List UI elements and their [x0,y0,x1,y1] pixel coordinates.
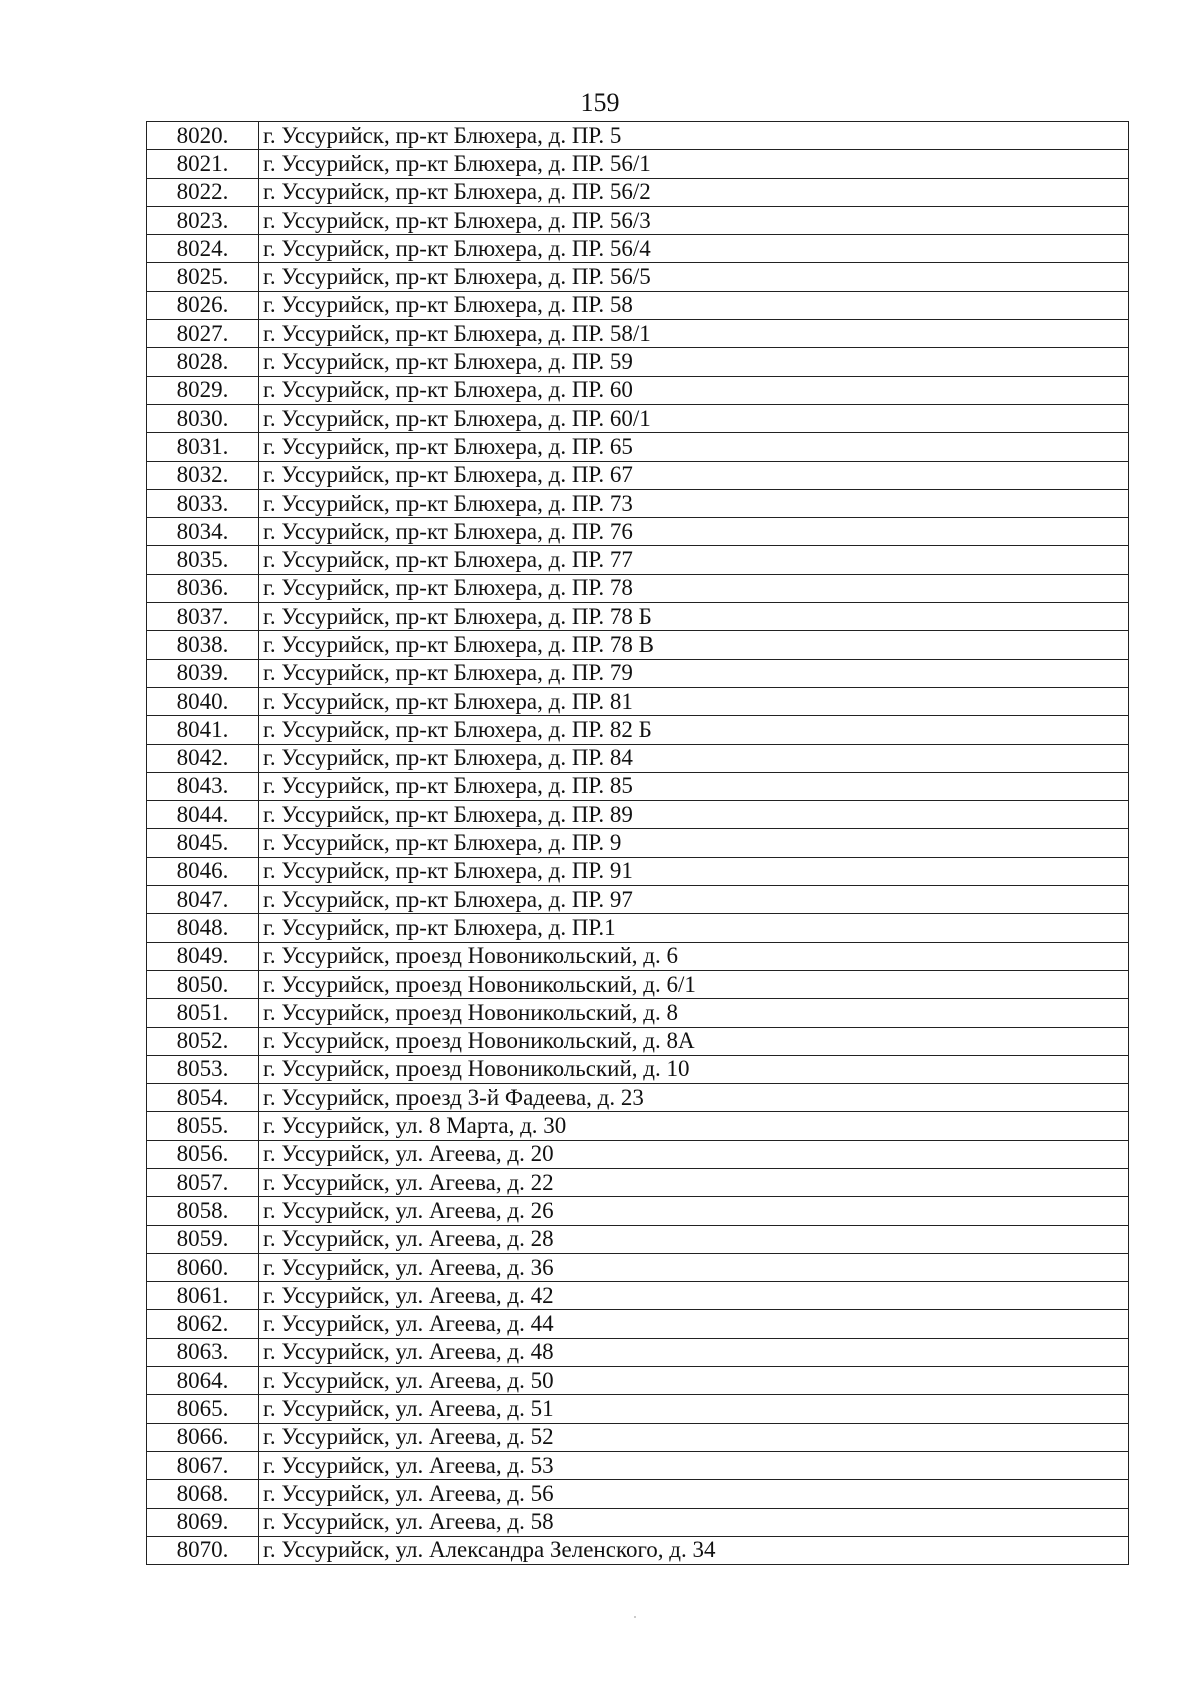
table-row [147,999,1129,1027]
table-row [147,687,1129,715]
table-row [147,489,1129,517]
table-row [147,801,1129,829]
row-number: 8035. [147,546,259,574]
table-row [147,150,1129,178]
table-row [147,1480,1129,1508]
row-address: г. Уссурийск, ул. Агеева, д. 36 [259,1253,1129,1281]
row-address: г. Уссурийск, ул. Агеева, д. 20 [259,1140,1129,1168]
table-row [147,122,1129,150]
row-address: г. Уссурийск, ул. 8 Марта, д. 30 [259,1112,1129,1140]
row-address: г. Уссурийск, проезд Новоникольский, д. 6/1 [259,970,1129,998]
table-row [147,1140,1129,1168]
row-address: г. Уссурийск, пр-кт Блюхера, д. ПР. 76 [259,518,1129,546]
row-address: г. Уссурийск, ул. Агеева, д. 44 [259,1310,1129,1338]
row-number: 8069. [147,1508,259,1536]
row-address: г. Уссурийск, проезд Новоникольский, д. 6 [259,942,1129,970]
row-address: г. Уссурийск, ул. Агеева, д. 28 [259,1225,1129,1253]
row-number: 8038. [147,631,259,659]
table-row [147,376,1129,404]
row-address: г. Уссурийск, пр-кт Блюхера, д. ПР. 85 [259,772,1129,800]
table-row [147,1225,1129,1253]
row-address: г. Уссурийск, пр-кт Блюхера, д. ПР. 56/4 [259,235,1129,263]
table-row [147,1395,1129,1423]
row-address: г. Уссурийск, пр-кт Блюхера, д. ПР. 56/5 [259,263,1129,291]
row-address: г. Уссурийск, пр-кт Блюхера, д. ПР. 78 Б [259,603,1129,631]
row-address: г. Уссурийск, пр-кт Блюхера, д. ПР. 97 [259,886,1129,914]
row-address: г. Уссурийск, пр-кт Блюхера, д. ПР. 84 [259,744,1129,772]
row-number: 8053. [147,1055,259,1083]
table-row [147,886,1129,914]
row-number: 8058. [147,1197,259,1225]
table-row [147,1451,1129,1479]
table-row [147,178,1129,206]
row-address: г. Уссурийск, проезд Новоникольский, д. 8 [259,999,1129,1027]
row-address: г. Уссурийск, пр-кт Блюхера, д. ПР. 91 [259,857,1129,885]
row-number: 8068. [147,1480,259,1508]
row-number: 8032. [147,461,259,489]
row-address: г. Уссурийск, пр-кт Блюхера, д. ПР. 65 [259,433,1129,461]
row-address: г. Уссурийск, проезд Новоникольский, д. 10 [259,1055,1129,1083]
table-row [147,1310,1129,1338]
row-number: 8034. [147,518,259,546]
row-address: г. Уссурийск, ул. Агеева, д. 50 [259,1367,1129,1395]
row-address: г. Уссурийск, пр-кт Блюхера, д. ПР. 58/1 [259,320,1129,348]
address-table [146,121,1129,1565]
table-row [147,1536,1129,1564]
row-number: 8033. [147,489,259,517]
row-number: 8060. [147,1253,259,1281]
row-number: 8061. [147,1282,259,1310]
row-address: г. Уссурийск, ул. Агеева, д. 56 [259,1480,1129,1508]
row-address: г. Уссурийск, проезд 3-й Фадеева, д. 23 [259,1084,1129,1112]
table-row [147,942,1129,970]
row-address: г. Уссурийск, пр-кт Блюхера, д. ПР. 56/3 [259,206,1129,234]
table-row [147,1197,1129,1225]
row-address: г. Уссурийск, пр-кт Блюхера, д. ПР. 73 [259,489,1129,517]
row-address: г. Уссурийск, пр-кт Блюхера, д. ПР. 82 Б [259,716,1129,744]
table-row [147,235,1129,263]
table-row [147,461,1129,489]
row-number: 8028. [147,348,259,376]
table-row [147,1168,1129,1196]
table-row [147,970,1129,998]
row-address: г. Уссурийск, ул. Агеева, д. 52 [259,1423,1129,1451]
table-row [147,772,1129,800]
row-number: 8025. [147,263,259,291]
row-number: 8022. [147,178,259,206]
row-number: 8056. [147,1140,259,1168]
row-number: 8064. [147,1367,259,1395]
row-address: г. Уссурийск, ул. Агеева, д. 48 [259,1338,1129,1366]
table-row [147,1112,1129,1140]
table-row [147,574,1129,602]
row-address: г. Уссурийск, пр-кт Блюхера, д. ПР. 60 [259,376,1129,404]
row-number: 8029. [147,376,259,404]
row-number: 8037. [147,603,259,631]
table-row [147,603,1129,631]
row-address: г. Уссурийск, ул. Агеева, д. 53 [259,1451,1129,1479]
row-address: г. Уссурийск, пр-кт Блюхера, д. ПР. 78 В [259,631,1129,659]
table-row [147,716,1129,744]
row-number: 8026. [147,291,259,319]
row-number: 8059. [147,1225,259,1253]
row-address: г. Уссурийск, пр-кт Блюхера, д. ПР. 56/2 [259,178,1129,206]
row-number: 8067. [147,1451,259,1479]
table-row [147,1084,1129,1112]
table-row [147,1338,1129,1366]
table-row [147,659,1129,687]
row-address: г. Уссурийск, ул. Агеева, д. 58 [259,1508,1129,1536]
row-address: г. Уссурийск, ул. Александра Зеленского, д. 34 [259,1536,1129,1564]
row-number: 8046. [147,857,259,885]
row-address: г. Уссурийск, пр-кт Блюхера, д. ПР. 9 [259,829,1129,857]
row-address: г. Уссурийск, пр-кт Блюхера, д. ПР. 67 [259,461,1129,489]
table-row [147,291,1129,319]
row-address: г. Уссурийск, проезд Новоникольский, д. 8А [259,1027,1129,1055]
row-address: г. Уссурийск, пр-кт Блюхера, д. ПР. 5 [259,122,1129,150]
table-row [147,206,1129,234]
table-row [147,829,1129,857]
table-row [147,1367,1129,1395]
table-row [147,1423,1129,1451]
row-number: 8030. [147,404,259,432]
row-number: 8020. [147,122,259,150]
table-row [147,914,1129,942]
row-address: г. Уссурийск, пр-кт Блюхера, д. ПР. 89 [259,801,1129,829]
row-number: 8042. [147,744,259,772]
table-row [147,348,1129,376]
table-row [147,1282,1129,1310]
row-number: 8024. [147,235,259,263]
row-number: 8041. [147,716,259,744]
row-number: 8045. [147,829,259,857]
row-number: 8044. [147,801,259,829]
row-address: г. Уссурийск, ул. Агеева, д. 26 [259,1197,1129,1225]
row-number: 8054. [147,1084,259,1112]
row-number: 8027. [147,320,259,348]
scan-speck [634,1616,636,1618]
table-row [147,320,1129,348]
row-address: г. Уссурийск, ул. Агеева, д. 51 [259,1395,1129,1423]
row-address: г. Уссурийск, пр-кт Блюхера, д. ПР. 81 [259,687,1129,715]
row-number: 8039. [147,659,259,687]
row-number: 8021. [147,150,259,178]
row-number: 8049. [147,942,259,970]
row-number: 8050. [147,970,259,998]
row-number: 8043. [147,772,259,800]
row-number: 8063. [147,1338,259,1366]
table-row [147,1508,1129,1536]
table-row [147,857,1129,885]
row-number: 8066. [147,1423,259,1451]
row-address: г. Уссурийск, пр-кт Блюхера, д. ПР. 77 [259,546,1129,574]
table-row [147,1027,1129,1055]
row-number: 8055. [147,1112,259,1140]
row-number: 8051. [147,999,259,1027]
table-row [147,433,1129,461]
row-address: г. Уссурийск, ул. Агеева, д. 42 [259,1282,1129,1310]
table-row [147,1253,1129,1281]
row-number: 8023. [147,206,259,234]
page-number: 159 [580,88,620,117]
table-row [147,631,1129,659]
table-row [147,263,1129,291]
row-address: г. Уссурийск, пр-кт Блюхера, д. ПР. 56/1 [259,150,1129,178]
address-table-body [147,122,1129,1565]
row-address: г. Уссурийск, пр-кт Блюхера, д. ПР. 79 [259,659,1129,687]
row-number: 8040. [147,687,259,715]
table-row [147,1055,1129,1083]
row-number: 8062. [147,1310,259,1338]
row-address: г. Уссурийск, ул. Агеева, д. 22 [259,1168,1129,1196]
row-number: 8036. [147,574,259,602]
row-number: 8048. [147,914,259,942]
row-address: г. Уссурийск, пр-кт Блюхера, д. ПР. 59 [259,348,1129,376]
table-row [147,518,1129,546]
row-number: 8065. [147,1395,259,1423]
table-row [147,546,1129,574]
row-number: 8047. [147,886,259,914]
table-row [147,404,1129,432]
table-row [147,744,1129,772]
row-address: г. Уссурийск, пр-кт Блюхера, д. ПР. 58 [259,291,1129,319]
row-address: г. Уссурийск, пр-кт Блюхера, д. ПР. 78 [259,574,1129,602]
row-number: 8057. [147,1168,259,1196]
row-number: 8052. [147,1027,259,1055]
row-address: г. Уссурийск, пр-кт Блюхера, д. ПР. 60/1 [259,404,1129,432]
row-number: 8031. [147,433,259,461]
row-address: г. Уссурийск, пр-кт Блюхера, д. ПР.1 [259,914,1129,942]
row-number: 8070. [147,1536,259,1564]
